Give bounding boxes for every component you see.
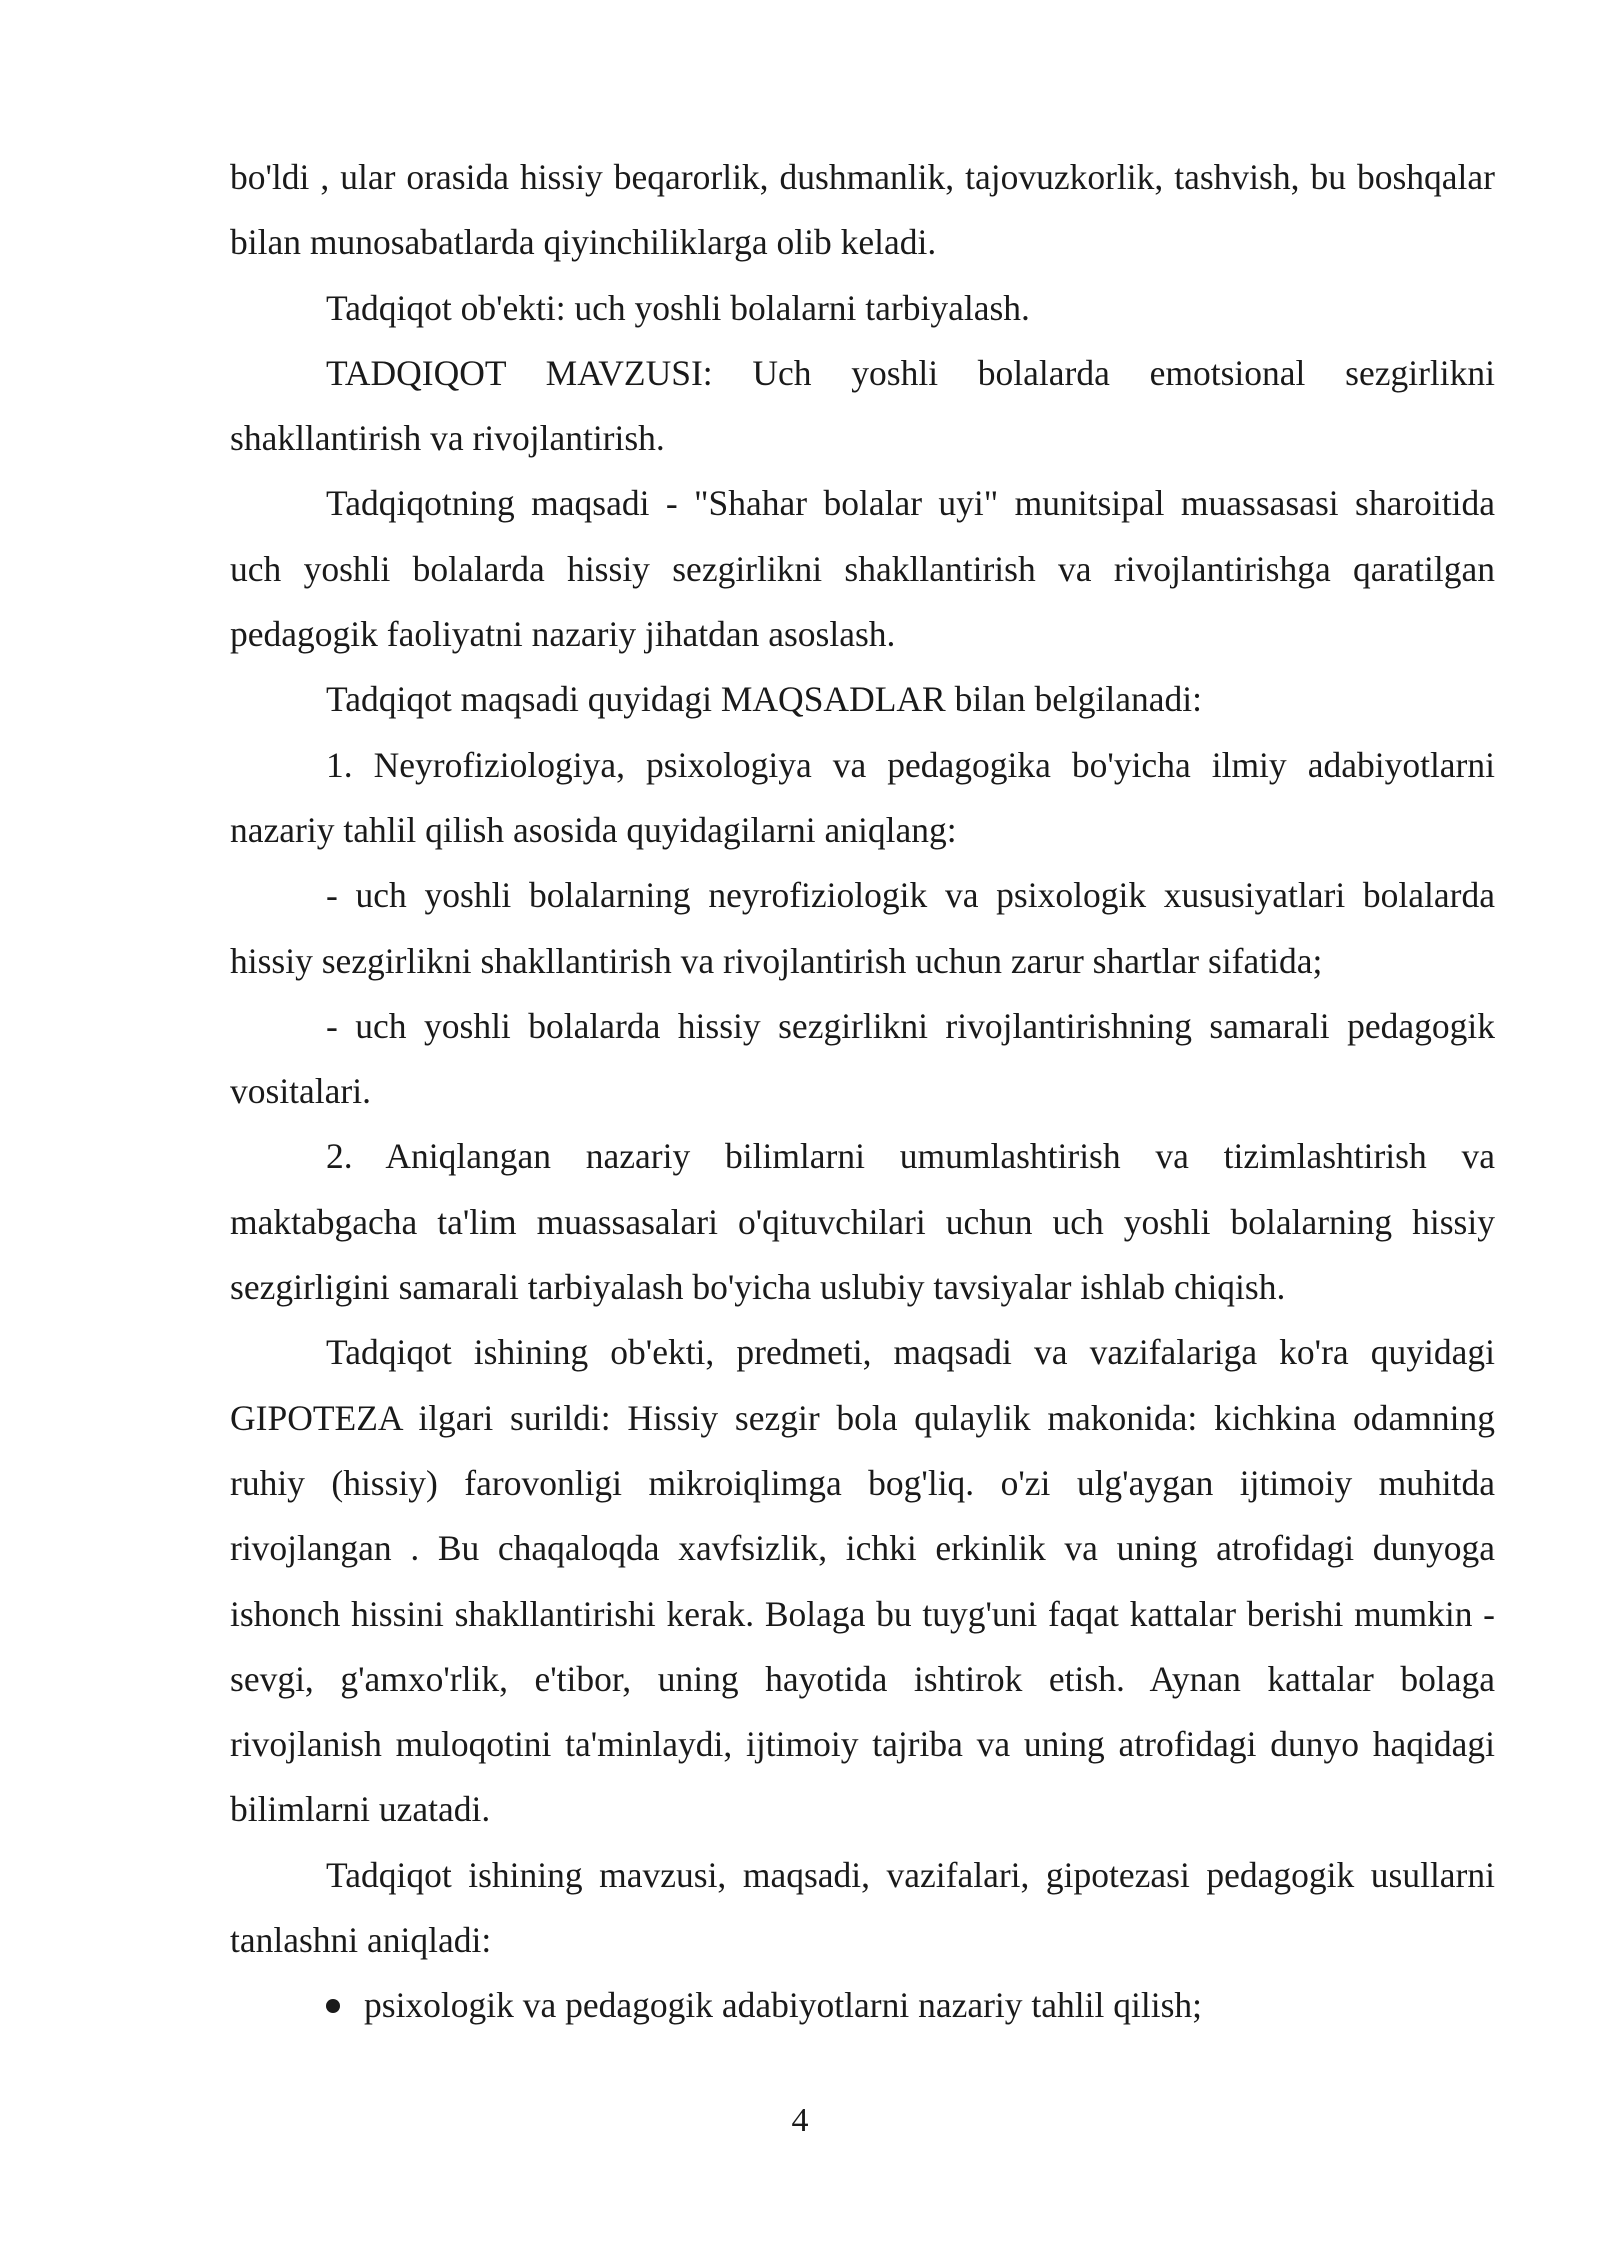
list-item-text: psixologik va pedagogik adabiyotlarni nazariy tahlil qilish; xyxy=(364,1985,1203,2026)
methods-list xyxy=(230,1973,1495,2038)
page-body xyxy=(230,145,1495,2039)
paragraph: Tadqiqot maqsadi quyidagi MAQSADLAR bilan belgilanadi: xyxy=(326,679,1203,720)
paragraph: bo'ldi , ular orasida hissiy beqarorlik, dushmanlik, tajovuzkorlik, tashvish, bu boshqalar bilan munosabatlarda qiyinchiliklarga olib keladi. xyxy=(230,157,1495,263)
page-number: 4 xyxy=(791,2102,809,2139)
paragraph: - uch yoshli bolalarning neyrofiziologik va psixologik xususiyatlari bolalarda hissiy sezgirlikni shakllantirish va rivojlantirish uchun zarur shartlar sifatida; xyxy=(230,875,1495,981)
paragraph: 2. Aniqlangan nazariy bilimlarni umumlashtirish va tizimlashtirish va maktabgacha ta'lim muassasalari o'qituvchilari uchun uch yoshli bolalarning hissiy sezgirligini samarali tarbiyalash bo'yicha uslubiy tavsiyalar ishlab chiqish. xyxy=(230,1136,1495,1308)
paragraph: Tadqiqotning maqsadi - "Shahar bolalar uyi" munitsipal muassasasi sharoitida uch yoshli bolalarda hissiy sezgirlikni shakllantirish va rivojlantirishga qaratilgan pedagogik faoliyatni nazariy jihatdan asoslash. xyxy=(230,483,1495,655)
paragraph: Tadqiqot ishining mavzusi, maqsadi, vazifalari, gipotezasi pedagogik usullarni tanlashni aniqladi: xyxy=(230,1854,1495,1961)
paragraph: 1. Neyrofiziologiya, psixologiya va pedagogika bo'yicha ilmiy adabiyotlarni nazariy tahlil qilish asosida quyidagilarni aniqlang: xyxy=(230,744,1495,850)
list-item xyxy=(230,1973,1495,2038)
paragraph: - uch yoshli bolalarda hissiy sezgirlikni rivojlantirishning samarali pedagogik vositalari. xyxy=(230,1005,1495,1112)
paragraph: Tadqiqot ob'ekti: uch yoshli bolalarni tarbiyalash. xyxy=(326,287,1030,328)
bullet-icon xyxy=(326,1999,340,2013)
paragraph: TADQIQOT MAVZUSI: Uch yoshli bolalarda emotsional sezgirlikni shakllantirish va rivojlantirish. xyxy=(230,352,1495,459)
paragraph: Tadqiqot ishining ob'ekti, predmeti, maqsadi va vazifalariga ko'ra quyidagi GIPOTEZA ilgari surildi: Hissiy sezgir bola qulaylik makonida: kichkina odamning ruhiy (hissiy) farovonligi mikroiqlimga bog'liq. o'zi ulg'aygan ijtimoiy muhitda rivojlangan . Bu chaqaloqda xavfsizlik, ichki erkinlik va uning atrofidagi dunyoga ishonch hissini shakllantirishi kerak. Bolaga bu tuyg'uni faqat kattalar berishi mumkin - sevgi, g'amxo'rlik, e'tibor, uning hayotida ishtirok etish. Aynan kattalar bolaga rivojlanish muloqotini ta'minlaydi, ijtimoiy tajriba va uning atrofidagi dunyo haqidagi bilimlarni uzatadi. xyxy=(230,1332,1495,1830)
